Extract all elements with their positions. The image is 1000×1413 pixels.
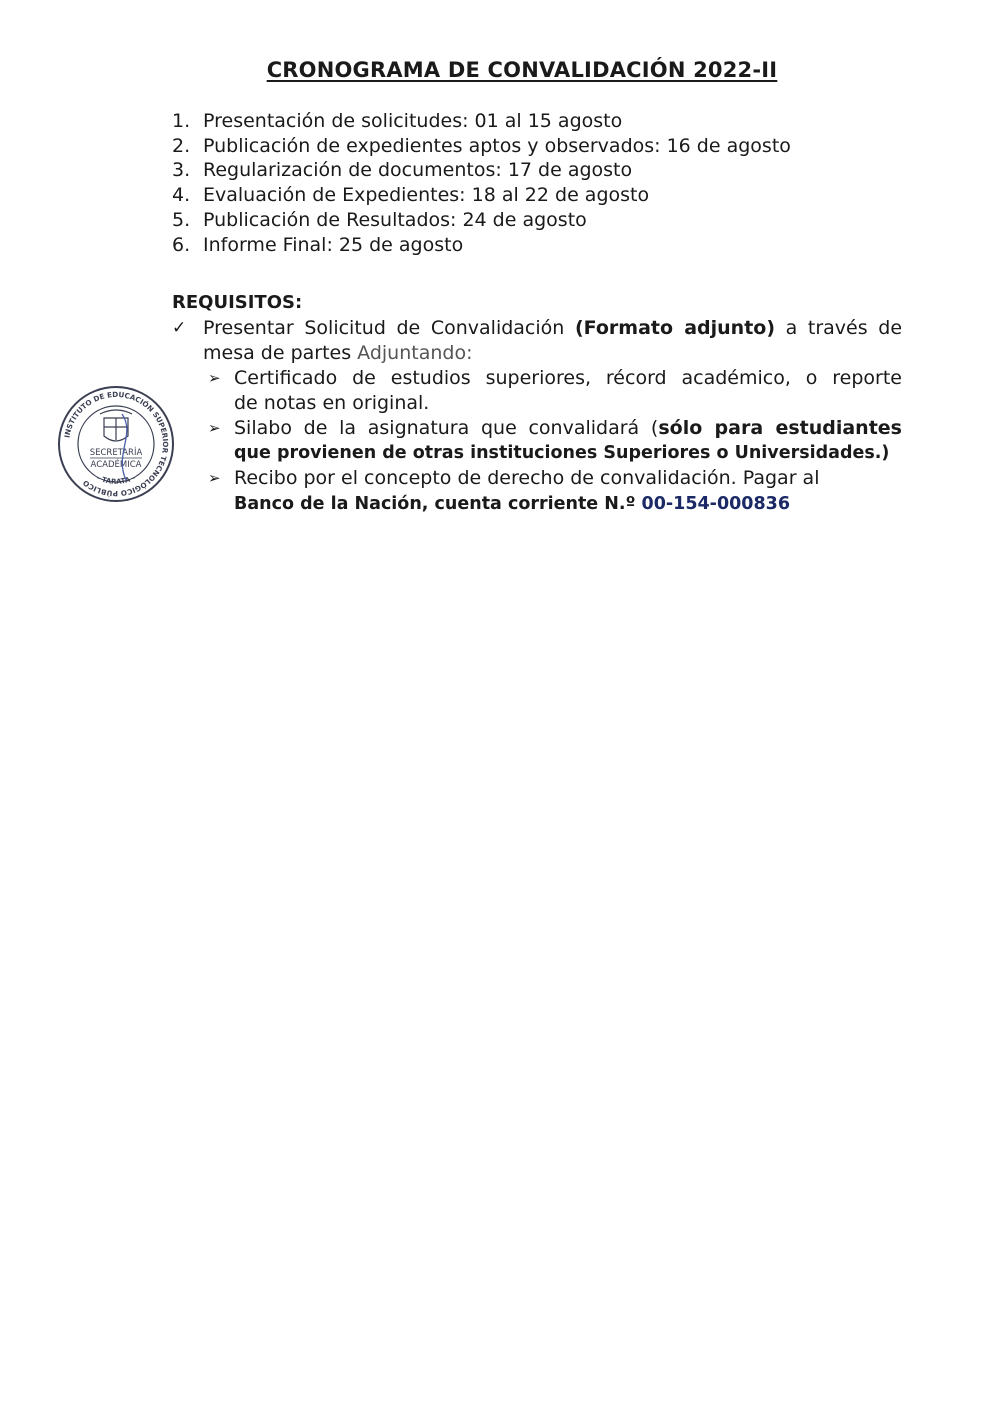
schedule-item — [172, 134, 791, 159]
sub-item-line1 — [234, 416, 902, 441]
sub-item-line2: de notas en original. — [234, 392, 430, 414]
stamp-bottom-text: – TARATA – — [95, 473, 137, 486]
requirement-sub-item — [172, 466, 902, 517]
schedule-item — [172, 109, 791, 134]
schedule-item-text: Informe Final: 25 de agosto — [203, 233, 464, 256]
text-bold-fragment: sólo para estudiantes — [658, 417, 902, 439]
text-fragment: Presentar Solicitud de Convalidación — [203, 317, 575, 339]
text-fragment: mesa de partes — [203, 342, 358, 364]
bank-account-number: 00-154-000836 — [641, 494, 790, 514]
schedule-item-text: Evaluación de Expedientes: 18 al 22 de agosto — [203, 184, 650, 207]
stamp-inner-ring — [78, 406, 154, 482]
requirements-block — [172, 316, 902, 517]
requirement-sub-item — [172, 416, 902, 466]
stamp-ring-text: INSTITUTO DE EDUCACIÓN SUPERIOR TECNOLÓGICO PÚBLICO — [62, 389, 171, 499]
requirement-main-line2 — [203, 341, 902, 366]
text-fragment: Silabo de la asignatura que convalidará ( — [234, 417, 659, 439]
requirement-sub-item — [172, 366, 902, 416]
schedule-item-number: 6. — [172, 233, 191, 256]
stamp-center-line1: SECRETARÍA — [89, 448, 143, 458]
text-bold-fragment: (Formato adjunto) — [574, 317, 776, 339]
requirement-main-item — [172, 316, 902, 366]
checkmark-icon: ✓ — [172, 318, 187, 338]
requirements-title: REQUISITOS: — [172, 292, 303, 313]
schedule-item — [172, 233, 791, 258]
signature-stroke — [122, 414, 127, 480]
secretaria-academica-stamp — [56, 384, 176, 504]
requirement-main-line1 — [203, 316, 902, 341]
schedule-item-number: 2. — [172, 134, 191, 157]
text-fragment: a través de — [775, 317, 903, 339]
schedule-item-number: 5. — [172, 208, 191, 231]
arrow-bullet-icon: ➢ — [208, 419, 221, 437]
schedule-item-text: Regularización de documentos: 17 de agosto — [203, 159, 633, 182]
schedule-item-number: 3. — [172, 159, 191, 182]
schedule-item-number: 4. — [172, 184, 191, 207]
schedule-item-text: Publicación de Resultados: 24 de agosto — [203, 208, 587, 231]
schedule-item-text: Publicación de expedientes aptos y observados: 16 de agosto — [203, 134, 791, 157]
schedule-item-text: Presentación de solicitudes: 01 al 15 agosto — [203, 110, 623, 132]
page-title: CRONOGRAMA DE CONVALIDACIÓN 2022-II — [266, 58, 778, 82]
sub-item-line2: que provienen de otras instituciones Superiores o Universidades.) — [234, 443, 890, 463]
schedule-list — [172, 109, 791, 257]
bank-account-label: Banco de la Nación, cuenta corriente N.º — [234, 494, 642, 514]
text-gray-fragment: Adjuntando: — [357, 342, 473, 364]
schedule-item-number: 1. — [172, 110, 191, 132]
sub-item-line1: Certificado de estudios superiores, récord académico, o reporte — [234, 367, 902, 389]
stamp-center-line2: ACADÉMICA — [90, 460, 142, 470]
sub-item-line2 — [234, 491, 902, 517]
schedule-item — [172, 208, 791, 233]
schedule-item — [172, 158, 791, 183]
schedule-item — [172, 183, 791, 208]
arrow-bullet-icon: ➢ — [208, 369, 221, 387]
arrow-bullet-icon: ➢ — [208, 469, 221, 487]
sub-item-line1: Recibo por el concepto de derecho de convalidación. Pagar al — [234, 467, 820, 489]
